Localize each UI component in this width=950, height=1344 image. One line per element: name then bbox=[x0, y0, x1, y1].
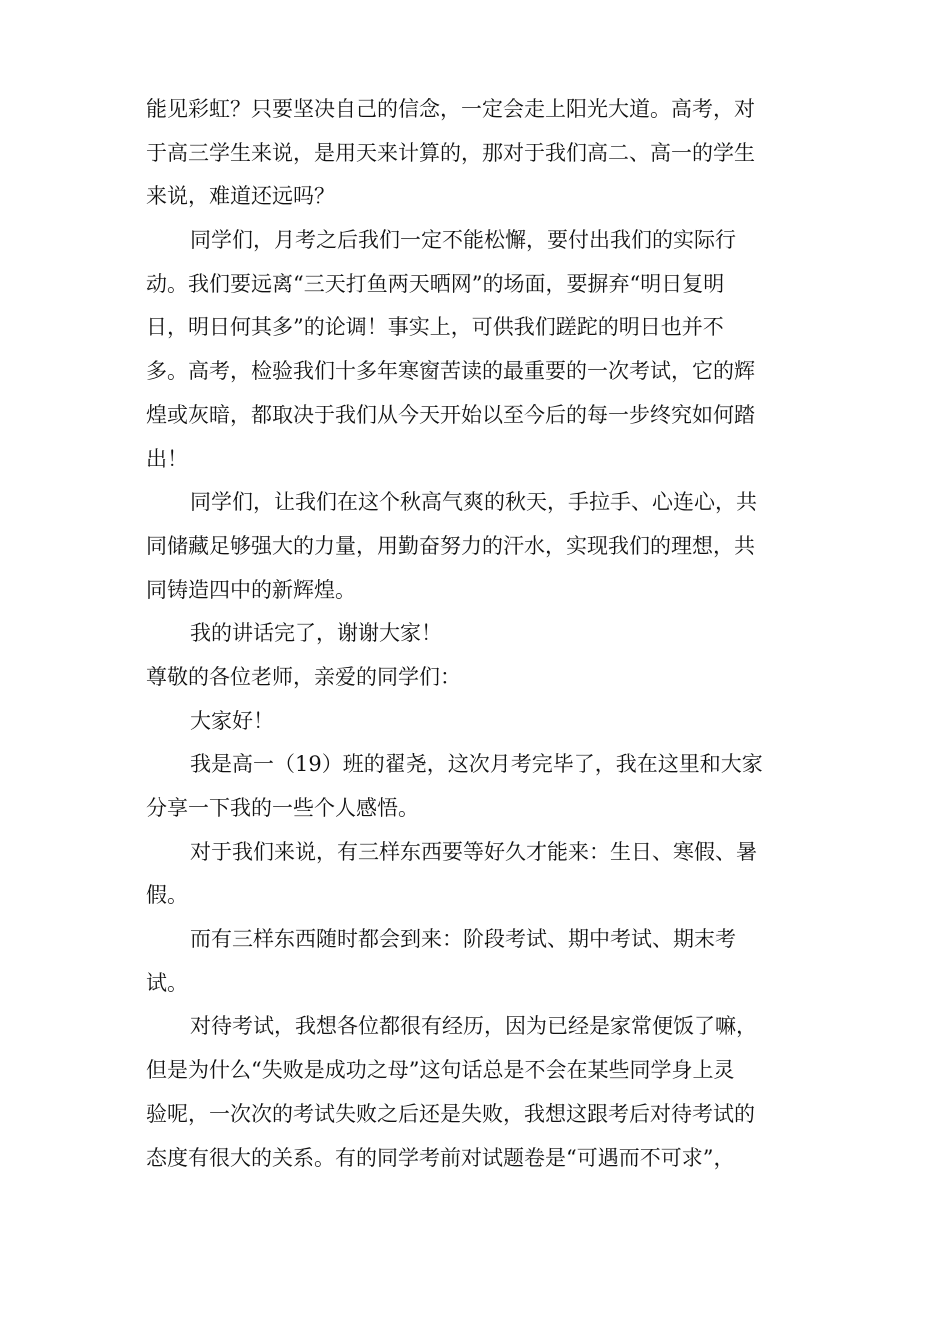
text-line: 于高三学生来说，是用天来计算的，那对于我们高二、高一的学生 bbox=[146, 140, 755, 165]
text-line: 试。 bbox=[146, 970, 188, 995]
text-line: 同学们，月考之后我们一定不能松懈，要付出我们的实际行 bbox=[190, 228, 736, 253]
text-line: 但是为什么“失败是成功之母”这句话总是不会在某些同学身上灵 bbox=[146, 1058, 735, 1083]
text-line: 验呢，一次次的考试失败之后还是失败，我想这跟考后对待考试的 bbox=[146, 1101, 755, 1126]
text-line: 态度有很大的关系。有的同学考前对试题卷是“可遇而不可求”， bbox=[146, 1145, 735, 1170]
text-line: 日，明日何其多”的论调！事实上，可供我们蹉跎的明日也并不 bbox=[146, 315, 724, 340]
text-line: 同学们，让我们在这个秋高气爽的秋天，手拉手、心连心，共 bbox=[190, 490, 757, 515]
text-line: 大家好！ bbox=[190, 708, 274, 733]
text-line: 煌或灰暗，都取决于我们从今天开始以至今后的每一步终究如何踏 bbox=[146, 402, 755, 427]
text-line: 同储藏足够强大的力量，用勤奋努力的汗水，实现我们的理想，共 bbox=[146, 533, 755, 558]
document-body bbox=[146, 88, 806, 1180]
text-line: 动。我们要远离“三天打鱼两天晒网”的场面，要摒弃“明日复明 bbox=[146, 271, 725, 296]
text-line: 多。高考，检验我们十多年寒窗苦读的最重要的一次考试，它的辉 bbox=[146, 359, 755, 384]
text-line: 对待考试，我想各位都很有经历，因为已经是家常便饭了嘛， bbox=[190, 1014, 757, 1039]
text-line: 能见彩虹？只要坚决自己的信念，一定会走上阳光大道。高考，对 bbox=[146, 97, 755, 121]
text-line: 尊敬的各位老师，亲爱的同学们： bbox=[146, 664, 461, 689]
text-line: 假。 bbox=[146, 883, 188, 908]
text-line: 我是高一（19）班的翟尧，这次月考完毕了，我在这里和大家 bbox=[190, 752, 763, 777]
text-line: 分享一下我的一些个人感悟。 bbox=[146, 796, 419, 820]
text-line: 对于我们来说，有三样东西要等好久才能来：生日、寒假、暑 bbox=[190, 839, 757, 864]
text-line: 出！ bbox=[146, 446, 188, 471]
text-line: 我的讲话完了，谢谢大家！ bbox=[190, 621, 442, 646]
text-line: 而有三样东西随时都会到来：阶段考试、期中考试、期末考 bbox=[190, 927, 736, 952]
text-line: 同铸造四中的新辉煌。 bbox=[146, 577, 356, 602]
text-line: 来说，难道还远吗？ bbox=[146, 184, 335, 209]
